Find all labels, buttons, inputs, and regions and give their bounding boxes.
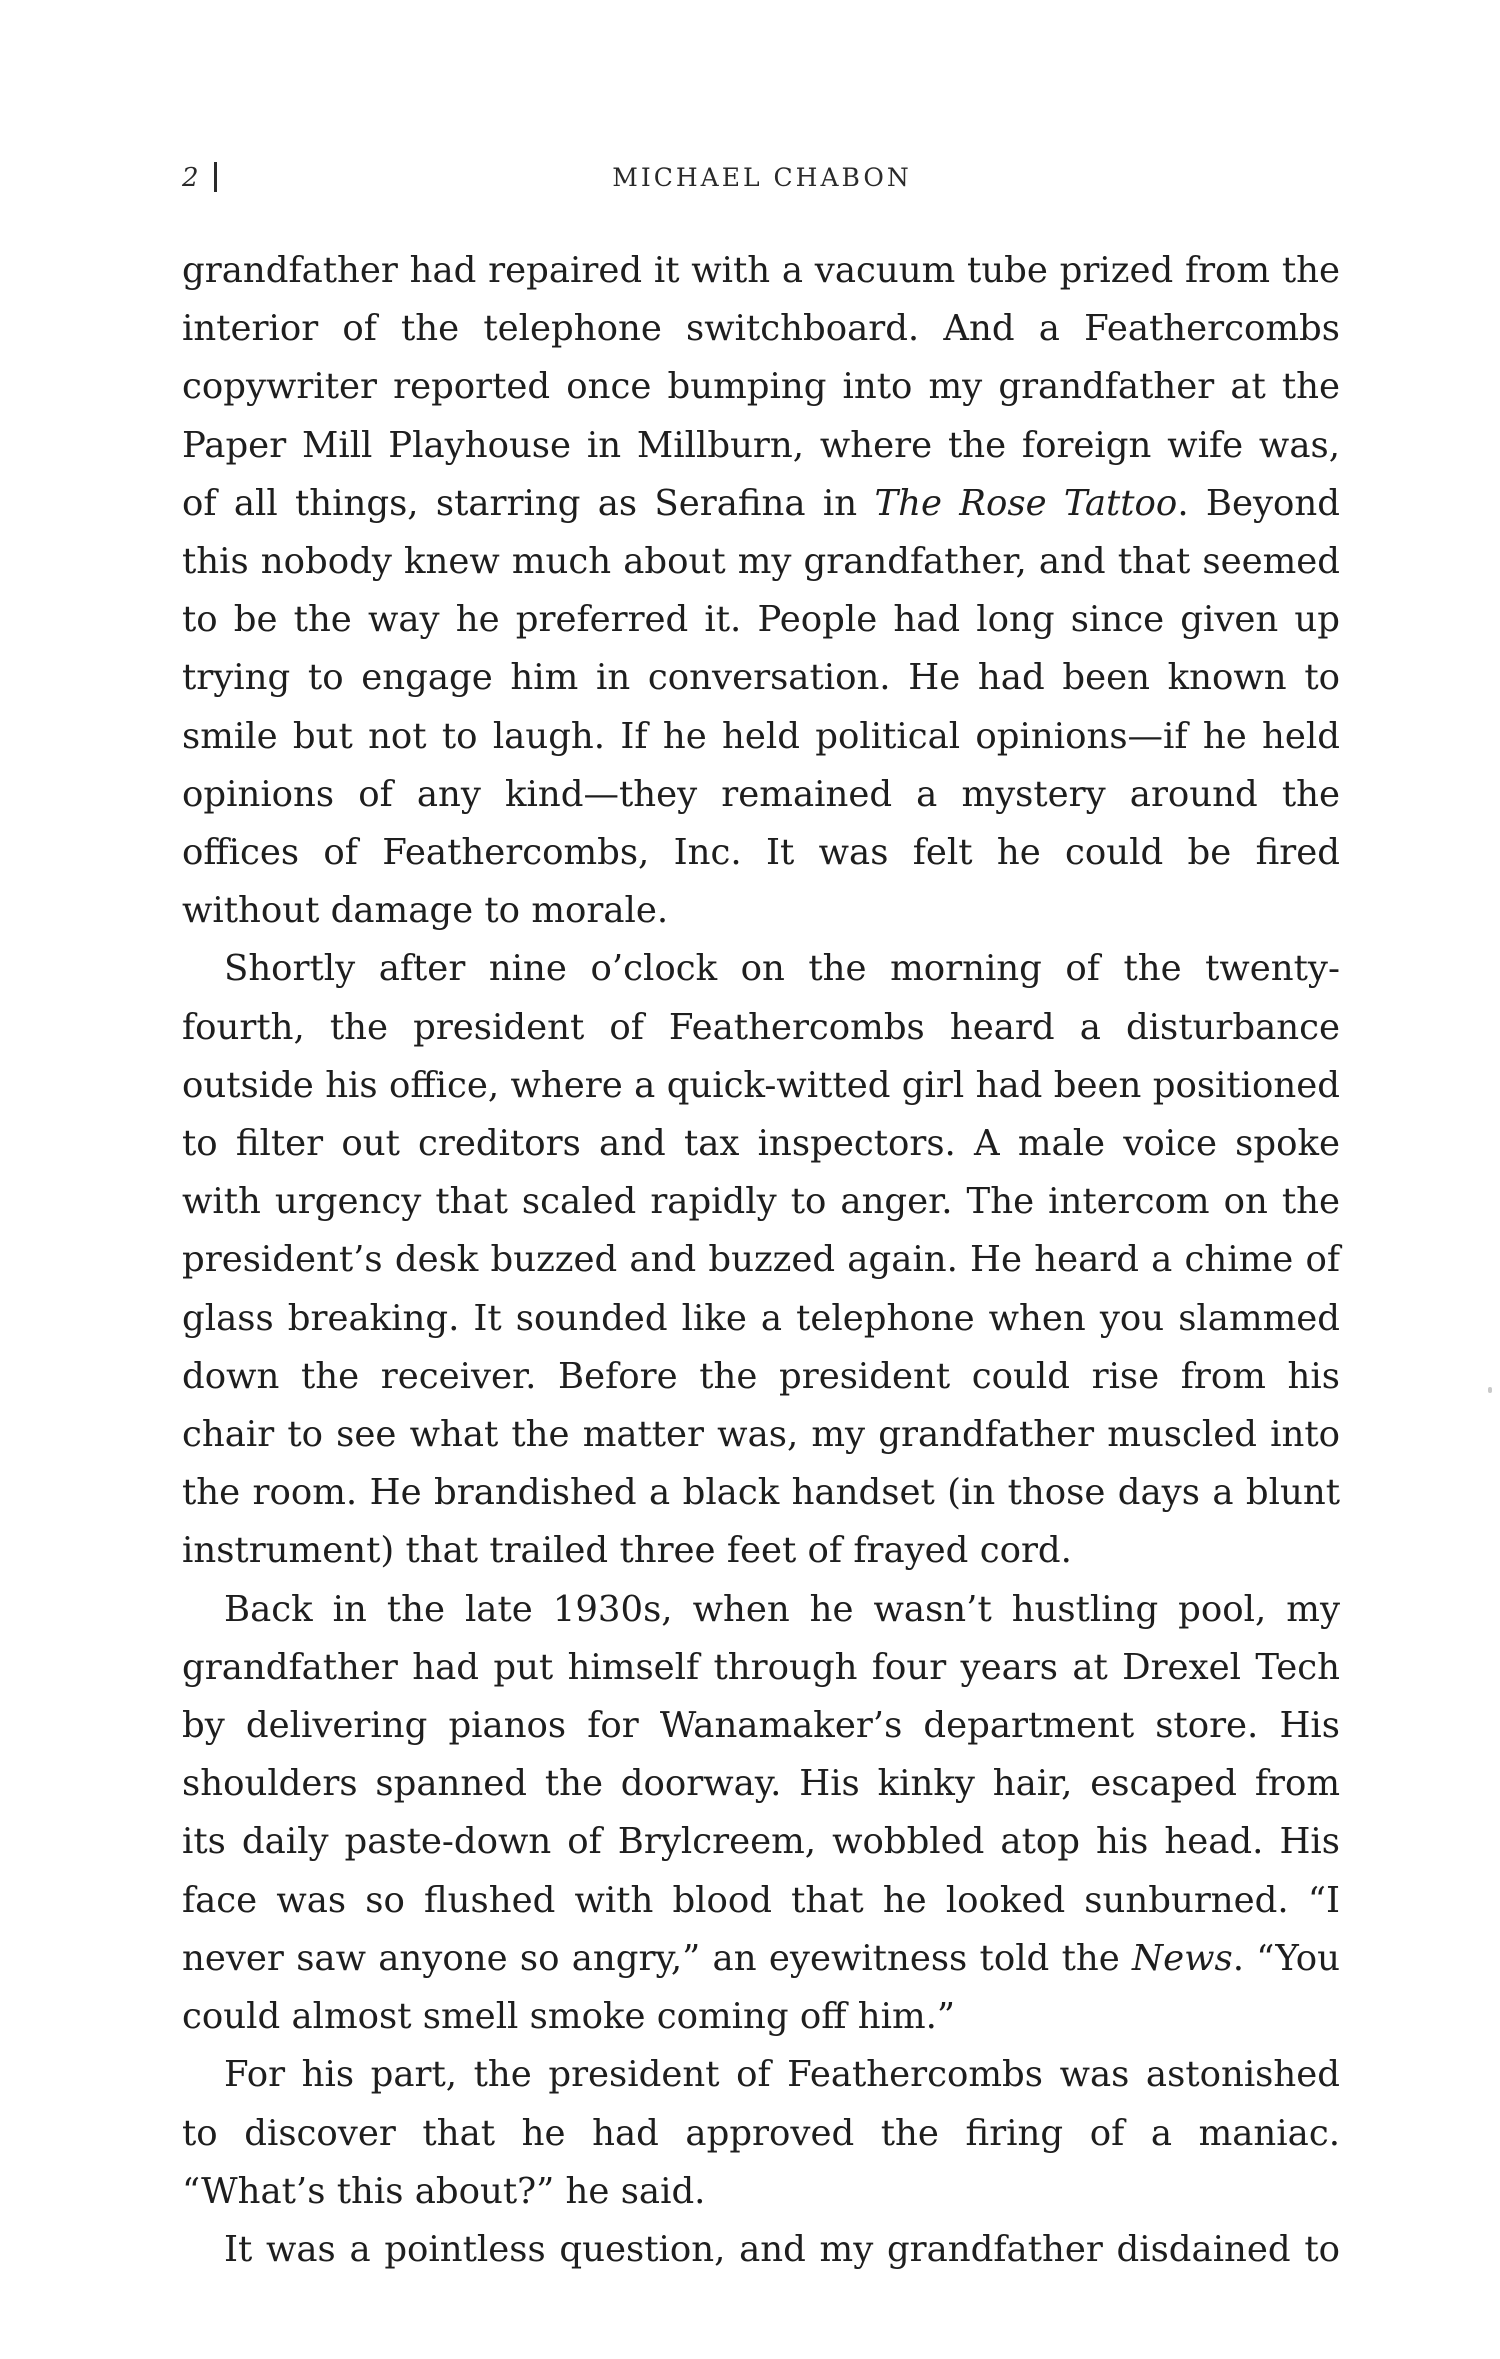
newspaper-italic-run: News [1132,1937,1233,1979]
text-run: . “You could almost smell smoke coming off him.” [182,1937,1340,2038]
body-text [182,242,1340,2279]
text-run: Back in the late 1930s, when he wasn’t hustling pool, my grandfather had put himself through four years at Drexel Tech by delivering pianos for Wanamaker’s department store. His shoulders spanned the doorway. His kinky hair, escaped from its daily paste-down of Brylcreem, wobbled atop his head. His face was so flushed with blood that he looked sunburned. “I never saw anyone so angry,” an eyewitness told the [182,1588,1340,1979]
paragraph-4 [182,2046,1340,2221]
running-head-author: MICHAEL CHABON [612,163,912,192]
text-run: For his part, the president of Feathercombs was astonished to discover that he had approved the firing of a maniac. “What’s this about?” he said. [182,2054,1340,2212]
paragraph-2 [182,940,1340,1580]
paragraph-1 [182,242,1340,940]
text-run: Shortly after nine o’clock on the morning of the twenty-fourth, the president of Feathercombs heard a disturbance outside his office, where a quick-witted girl had been positioned to filter out creditors and tax inspectors. A male voice spoke with urgency that scaled rapidly to anger. The intercom on the president’s desk buzzed and buzzed again. He heard a chime of glass breaking. It sounded like a telephone when you slammed down the receiver. Before the president could rise from his chair to see what the matter was, my grandfather muscled into the room. He brandished a black handset (in those days a blunt instrument) that trailed three feet of frayed cord. [182,948,1340,1572]
scan-speck [1488,1387,1492,1393]
page-number: 2 [182,163,199,193]
title-italic-run: The Rose Tattoo [874,482,1178,524]
running-head [182,158,1342,198]
text-run: . Beyond this nobody knew much about my grandfather, and that seemed to be the way he preferred it. People had long since given up trying to engage him in conversation. He had been known to smile but not to laugh. If he held political opinions—if he held opinions of any kind—they remained a mystery around the offices of Feathercombs, Inc. It was felt he could be fired without damage to morale. [182,482,1341,932]
text-run: grandfather had repaired it with a vacuum tube prized from the interior of the telephone switchboard. And a Feathercombs copywriter reported once bumping into my grandfather at the Paper Mill Playhouse in Millburn, where the foreign wife was, of all things, starring as Serafina in [182,250,1340,524]
text-run: It was a pointless question, and my grandfather disdained to [224,2228,1340,2270]
paragraph-5 [182,2221,1340,2279]
paragraph-3 [182,1581,1340,2047]
